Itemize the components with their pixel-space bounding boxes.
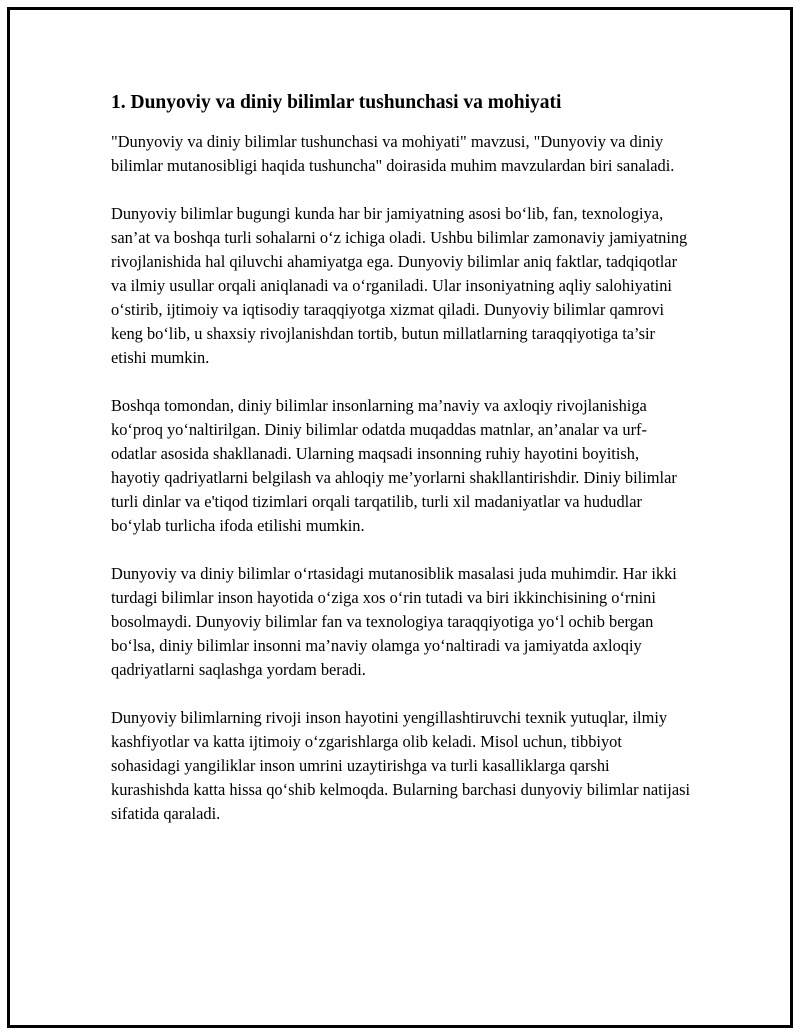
paragraph-religious-knowledge: Boshqa tomondan, diniy bilimlar insonlarning ma’naviy va axloqiy rivojlanishiga ko‘proq yo‘naltirilgan. Diniy bilimlar odatda muqaddas matnlar, an’analar va urf-odatlar asosida shakllanadi. Ularning maqsadi insonning ruhiy hayotini boyitish, hayotiy qadriyatlarni belgilash va ahloqiy me’yorlarni shakllantirishdir. Diniy bilimlar turli dinlar va e'tiqod tizimlari orqali tarqatilib, turli xil madaniyatlar va hududlar bo‘ylab turlicha ifoda etilishi mumkin. [111, 396, 677, 535]
paragraph-secular-knowledge: Dunyoviy bilimlar bugungi kunda har bir jamiyatning asosi bo‘lib, fan, texnologiya, san’at va boshqa turli sohalarni o‘z ichiga oladi. Ushbu bilimlar zamonaviy jamiyatning rivojlanishida hal qiluvchi ahamiyatga ega. Dunyoviy bilimlar aniq faktlar, tadqiqotlar va ilmiy usullar orqali aniqlanadi va o‘rganiladi. Ular insoniyatning aqliy salohiyatini o‘stirib, ijtimoiy va iqtisodiy taraqqiyotga xizmat qiladi. Dunyoviy bilimlar qamrovi keng bo‘lib, u shaxsiy rivojlanishdan tortib, butun millatlarning taraqqiyotiga ta’sir etishi mumkin. [111, 204, 688, 367]
paragraph-development: Dunyoviy bilimlarning rivoji inson hayotini yengillashtiruvchi texnik yutuqlar, ilmiy kashfiyotlar va katta ijtimoiy o‘zgarishlarga olib keladi. Misol uchun, tibbiyot sohasidagi yangiliklar inson umrini uzaytirishga va turli kasalliklarga qarshi kurashishda katta hissa qo‘shib kelmoqda. Bularning barchasi dunyoviy bilimlar natijasi sifatida qaraladi. [111, 708, 691, 823]
paragraph-balance: Dunyoviy va diniy bilimlar o‘rtasidagi mutanosiblik masalasi juda muhimdir. Har ikki turdagi bilimlar inson hayotida o‘ziga xos o‘rin tutadi va biri ikkinchisining o‘rnini bosolmaydi. Dunyoviy bilimlar fan va texnologiya taraqqiyotiga yo‘l ochib bergan bo‘lsa, diniy bilimlar insonni ma’naviy olamga yo‘naltiradi va jamiyatda axloqiy qadriyatlarni saqlashga yordam beradi. [111, 564, 677, 679]
section-heading: 1. Dunyoviy va diniy bilimlar tushunchasi va mohiyati [111, 92, 562, 113]
paragraph-intro: "Dunyoviy va diniy bilimlar tushunchasi va mohiyati" mavzusi, "Dunyoviy va diniy bilimlar mutanosibligi haqida tushuncha" doirasida muhim mavzulardan biri sanaladi. [111, 132, 675, 175]
document-body [111, 88, 691, 850]
